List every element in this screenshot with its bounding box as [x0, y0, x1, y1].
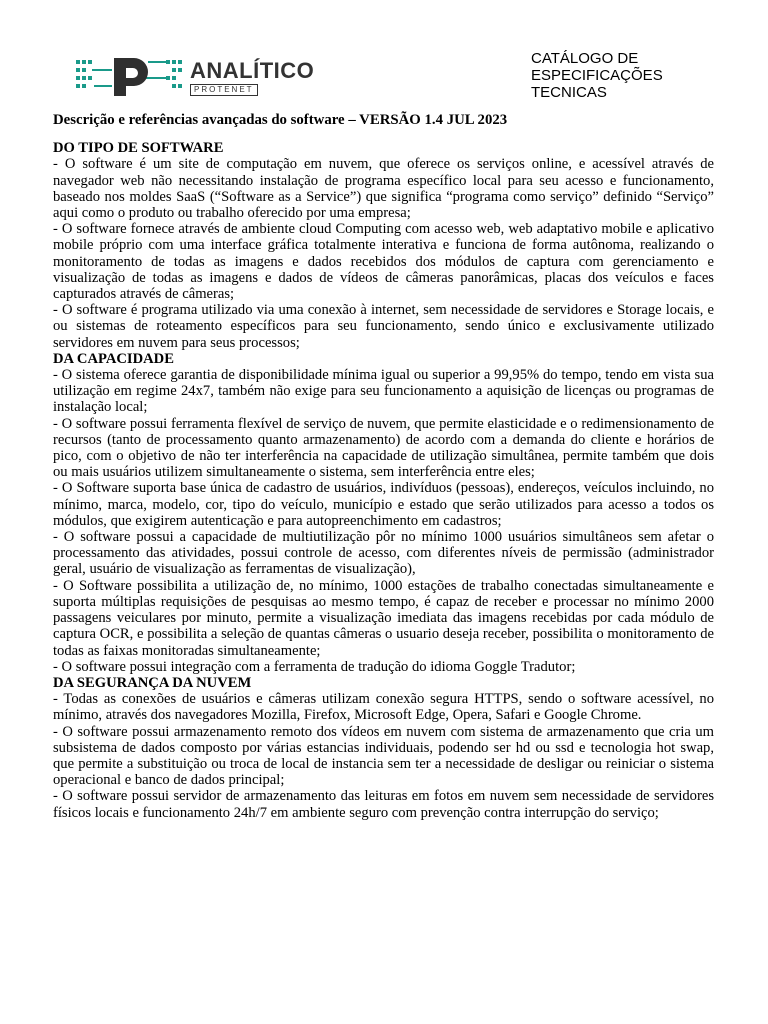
company-logo: [74, 54, 334, 98]
document-body: [53, 112, 714, 821]
paragraph: - O sistema oferece garantia de disponibilidade mínima igual ou superior a 99,95% do tempo, tendo em vista sua utilização em regime 24x7, também não exige para seu funcionamento a aquisição de licenças ou programas de instalação local;: [53, 367, 714, 416]
document-heading: Descrição e referências avançadas do software – VERSÃO 1.4 JUL 2023: [53, 112, 508, 128]
section-capacity: [53, 351, 714, 675]
logo-subtitle: PROTENET: [190, 84, 258, 96]
circuit-p-icon: [74, 54, 184, 98]
catalog-title-line: CATÁLOGO DE: [531, 50, 639, 67]
section-title: DA SEGURANÇA DA NUVEM: [53, 674, 252, 691]
paragraph: - O software possui integração com a ferramenta de tradução do idioma Goggle Tradutor;: [53, 658, 576, 675]
catalog-title: [531, 50, 731, 101]
paragraph: - O Software suporta base única de cadastro de usuários, indivíduos (pessoas), endereços, veículos incluindo, no mínimo, marca, modelo, cor, tipo do veículo, município e estado que serão utilizados para acesso a todos os módulos, que exigirem autenticação e para autopreenchimento em cadastros;: [53, 480, 714, 529]
paragraph: - O software possui ferramenta flexível de serviço de nuvem, que permite elasticidade e o redimensionamento de recursos (tanto de processamento quanto armazenamento) de acordo com a demanda do cliente e horários de pico, com o objetivo de não ter interferência na capacidade de utilização simultânea, permite também que dois ou mais usuários utilizem simultaneamente o sistema, sem interferência entre eles;: [53, 415, 714, 481]
paragraph: - O software possui a capacidade de multiutilização pôr no mínimo 1000 usuários simultâneos sem afetar o processamento das atividades, possui controle de acesso, com diferentes níveis de permissão (administrador geral, usuário de visualização as ferramentas de visualização),: [53, 529, 714, 578]
logo-name: ANALÍTICO: [190, 58, 315, 83]
section-title: DA CAPACIDADE: [53, 350, 174, 367]
section-software-type: [53, 140, 714, 351]
section-title: DO TIPO DE SOFTWARE: [53, 140, 224, 157]
section-cloud-security: [53, 675, 714, 821]
paragraph: - O Software possibilita a utilização de, no mínimo, 1000 estações de trabalho conectadas simultaneamente e suporta múltiplas requisições de pesquisas ao mesmo tempo, é capaz de receber e processar no mínimo 2000 passagens veiculares por minuto, permite a visualização imediata das imagens recebidas por cada módulo de captura OCR, e possibilita a seleção de quantas câmeras o usuario deseja receber, possibilita o monitoramento de todas as faixas monitoradas simultaneamente;: [53, 577, 714, 659]
paragraph: - O software possui armazenamento remoto dos vídeos em nuvem com sistema de armazenamento que cria um subsistema de dados composto por várias estancias individuais, podendo ser hd ou ssd e tecnologia hot swap, que permite a substituição ou troca de local de instancia sem ter a necessidade de desligar ou reiniciar o sistema operacional e banco de dados principal;: [53, 723, 714, 789]
catalog-title-line: ESPECIFICAÇÕES: [531, 67, 663, 84]
paragraph: - O software possui servidor de armazenamento das leituras em fotos em nuvem sem necessidade de servidores físicos locais e funcionamento 24h/7 em ambiente seguro com prevenção contra interrupção do serviço;: [53, 788, 714, 821]
catalog-title-line: TECNICAS: [531, 84, 607, 101]
paragraph: - O software é programa utilizado via uma conexão à internet, sem necessidade de servidores e Storage locais, e ou sistemas de roteamento específicos para seu funcionamento, sendo único e exclusivamente utilizado servidores em nuvem para seus processos;: [53, 302, 714, 351]
paragraph: - Todas as conexões de usuários e câmeras utilizam conexão segura HTTPS, sendo o software acessível, no mínimo, através dos navegadores Mozilla, Firefox, Microsoft Edge, Opera, Safari e Google Chrome.: [53, 691, 714, 724]
paragraph: - O software fornece através de ambiente cloud Computing com acesso web, web adaptativo mobile e aplicativo mobile próprio com uma interface gráfica totalmente interativa e funciona de forma autônoma, realizando o monitoramento de todas as imagens e dados recebidos dos módulos de captura com gerenciamento e visualização de todas as imagens e dados de vídeos de câmeras panorâmicas, placas dos veículos e faces capturados através de câmeras;: [53, 221, 714, 303]
paragraph: - O software é um site de computação em nuvem, que oferece os serviços online, e acessível através de navegador web não necessitando instalação de programa específico local para seu acesso e funcionamento, baseado nos moldes SaaS (“Software as a Service”) que significa “programa como serviço” definido “Serviço” aqui como o produto ou trabalho oferecido por uma empresa;: [53, 156, 714, 222]
